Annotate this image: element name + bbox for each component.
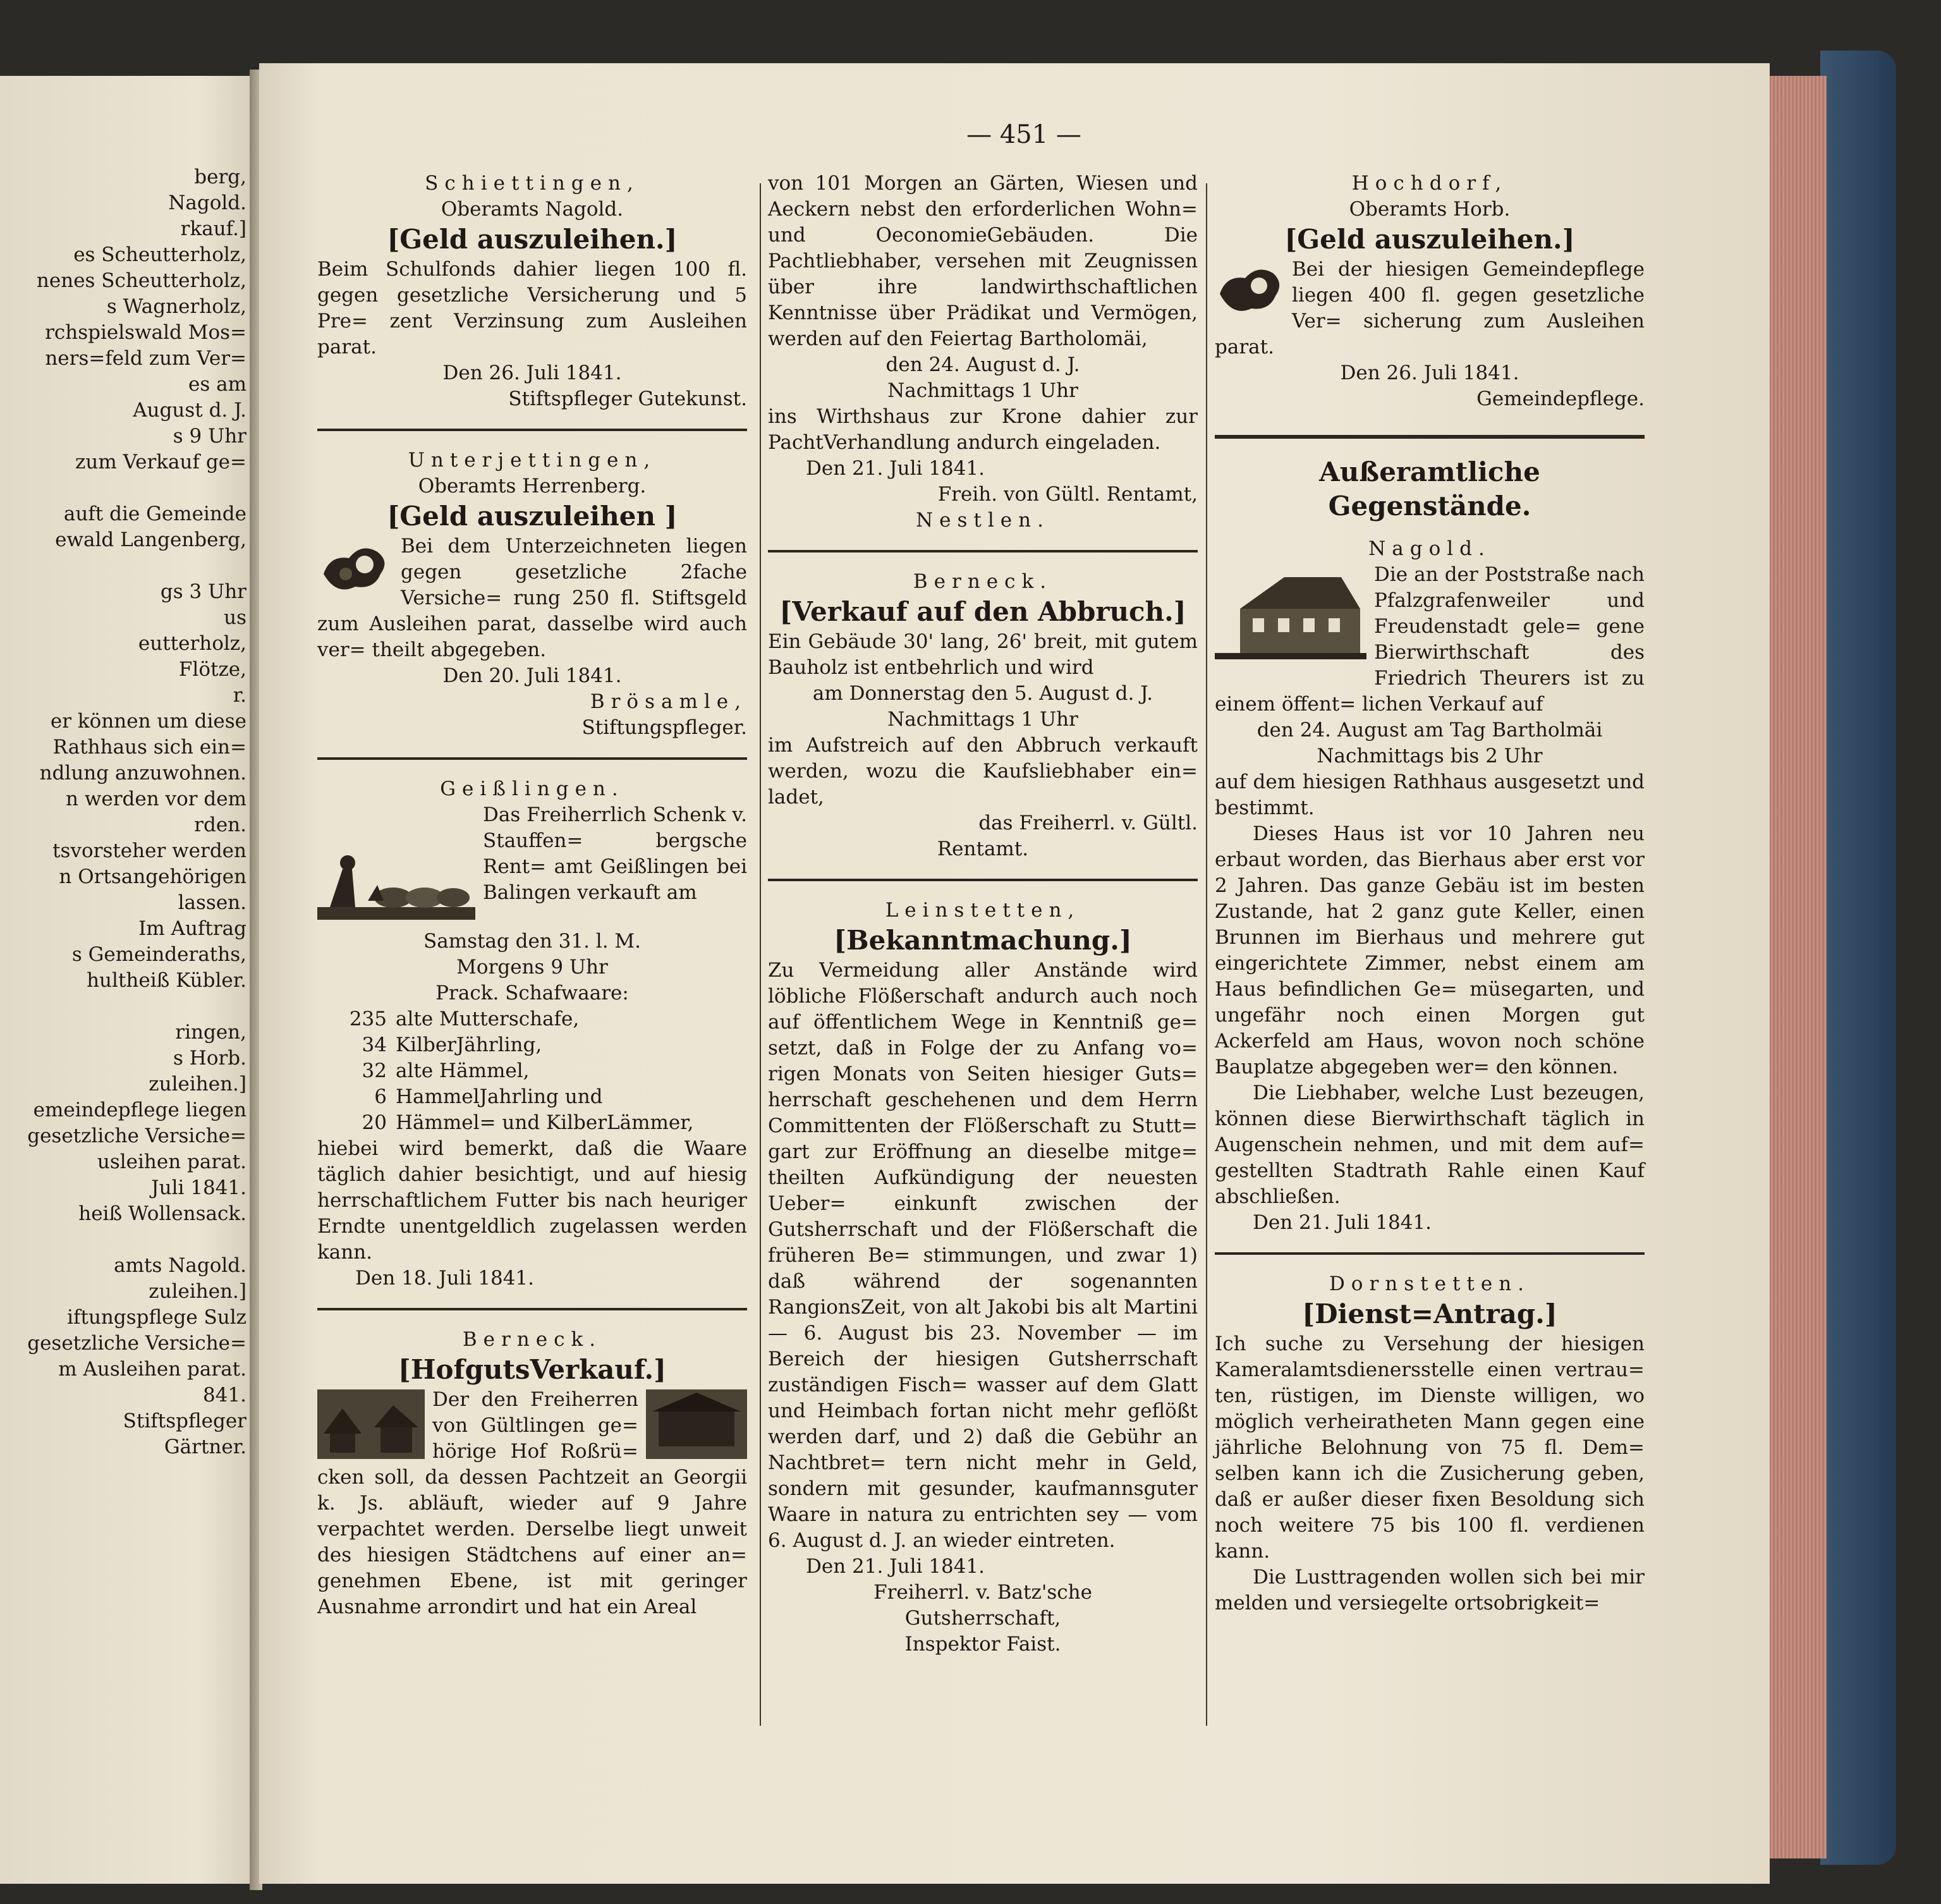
- ad-body: Bei dem Unterzeichneten liegen gegen gesetzliche 2fache Versiche= rung 250 fl. Stiftsgeld zum Ausleihen parat, dasselbe wird auch ver= theilt abgegeben.: [317, 535, 747, 661]
- house-woodcut-icon: [1215, 564, 1366, 666]
- ad-body: Bei der hiesigen Gemeindepflege liegen 400 fl. gegen gesetzliche Ver= sicherung zum Ausleihen parat.: [1215, 258, 1645, 358]
- list-item: [317, 1110, 747, 1136]
- ad-body: Der den Freiherren von Gültlingen ge= hörige Hof Roßrü= cken soll, da dessen Pachtzeit an Georgii k. Js. abläuft, wieder auf 9 Jahre verpachtet werden. Derselbe liegt unweit des hiesigen Städtchens auf einer an= genehmen Ebene, ist mit geringer Ausnahme arrondirt und hat ein Areal: [317, 1388, 747, 1618]
- page-edges: [1767, 76, 1827, 1858]
- left-fragment-line: Stiftspfleger: [123, 1410, 246, 1432]
- column-3: [1215, 171, 1645, 1616]
- left-fragment-line: rkauf.]: [180, 217, 246, 240]
- left-fragment-line: Gärtner.: [164, 1436, 246, 1458]
- ad-district: Oberamts Herrenberg.: [418, 475, 647, 497]
- ad-body: ins Wirthshaus zur Krone dahier zur PachtVerhandlung andurch eingeladen.: [768, 405, 1198, 454]
- left-fragment-line: ewald Langenberg,: [55, 528, 246, 551]
- ad-place: Geißlingen.: [440, 778, 624, 800]
- left-fragment-line: [0, 994, 246, 1020]
- ad-signature: das Freiherrl. v. Gültl.: [978, 812, 1198, 834]
- item-quantity: 32: [362, 1059, 387, 1082]
- ad-date: am Donnerstag den 5. August d. J.: [812, 682, 1153, 705]
- left-fragment-line: [0, 553, 246, 579]
- column-separator: [1206, 183, 1207, 1726]
- ad-signature: Gemeindepflege.: [1476, 388, 1645, 410]
- left-fragment-line: [0, 475, 246, 501]
- left-fragment-line: auft die Gemeinde: [63, 503, 246, 525]
- left-fragment-line: n Ortsangehörigen: [59, 865, 246, 888]
- shepherd-sheep-woodcut-icon: [317, 831, 475, 926]
- ad-district: Oberamts Nagold.: [441, 198, 624, 221]
- ad-body: hiebei wird bemerkt, daß die Waare täglich dahier besichtigt, und auf hiesig herrschaftlichem Futter bis nach heuriger Erndte unentgeldlich zugelassen werden kann.: [317, 1137, 747, 1264]
- left-fragment-line: Flötze,: [178, 658, 246, 681]
- ad-body: Zu Vermeidung aller Anstände wird löbliche Flößerschaft andurch auch noch auf öffentlichem Wege in Kenntniß ge= setzt, daß in Folge der zu Anfang vo= rigen Monats von Seiten hiesiger Guts= herrschaft geschehenen und dem Herrn Committenten der Flößerschaft zu Stutt= gart zur Eröffnung an dieselbe mitge= theilten Aufkündigung der neuesten Ueber= einkunft zwischen der Gutsherrschaft und der Flößerschaft die früheren Be= stimmungen, und zwar 1) daß während der sogenannten RangionsZeit, von alt Jakobi bis alt Martini — 6. August bis 23. November — im Bereich der hiesigen Gutsherrschaft zuständigen Fisch= wasser auf dem Glatt und Heimbach fortan nicht mehr geflößt werden darf, und 2) daß die Gebühr an Nachtbret= tern nicht mehr in Geld, sondern mit gesunder, kaufmannsguter Waare in natura zu entrichten sey — vom 6. August d. J. an wieder eintreten.: [768, 959, 1198, 1552]
- ad-signature: Freiherrl. v. Batz'sche: [873, 1581, 1092, 1604]
- left-fragment-line: rden.: [194, 814, 246, 836]
- left-fragment-line: nenes Scheutterholz,: [36, 269, 246, 292]
- left-fragment-line: hultheiß Kübler.: [87, 969, 246, 992]
- ad-date: Den 26. Juli 1841.: [1340, 362, 1519, 384]
- ad-title: [Geld auszuleihen ]: [387, 501, 678, 532]
- divider: [317, 1308, 747, 1310]
- list-item: [317, 1006, 747, 1032]
- ad-body: Die an der Poststraße nach Pfalzgrafenweiler und Freudenstadt gele= gene Bierwirthschaft des Friedrich Theurers ist zu einem öffent= lichen Verkauf auf: [1215, 563, 1645, 716]
- left-fragment-line: us: [224, 606, 246, 629]
- ad-body: auf dem hiesigen Rathhaus ausgesetzt und bestimmt.: [1215, 771, 1645, 819]
- column-2: [768, 171, 1198, 1657]
- column-1: [317, 171, 747, 1620]
- item-description: Hämmel= und KilberLämmer,: [396, 1111, 694, 1134]
- ad-time: Nachmittags bis 2 Uhr: [1317, 745, 1543, 767]
- ad-date: Den 21. Juli 1841.: [806, 1555, 985, 1578]
- left-fragment-line: lassen.: [178, 891, 246, 914]
- column-separator: [760, 183, 761, 1726]
- left-fragment-line: ringen,: [175, 1021, 246, 1044]
- ad-body: Das Freiherrlich Schenk v. Stauffen= bergsche Rent= amt Geißlingen bei Balingen verkauft am: [483, 803, 747, 904]
- left-fragment-line: berg,: [194, 166, 246, 188]
- left-fragment-line: tsvorsteher werden: [52, 839, 246, 862]
- ad-body: Dieses Haus ist vor 10 Jahren neu erbaut worden, das Bierhaus aber erst vor 2 Jahren. Das ganze Gebäu ist im besten Zustande, hat 2 ganz gute Keller, einen Brunnen im Bierhaus und mehrere gut eingerichtete Zimmer, nebst einem am Haus befindlichen Ge= müsegarten, und ungefähr noch einen Morgen gut Ackerfeld am Haus, wovon noch schöne Bauplatze abgegeben wer= den können.: [1215, 822, 1645, 1078]
- left-fragment-line: heiß Wollensack.: [78, 1202, 246, 1225]
- left-fragment-line: zuleihen.]: [149, 1280, 246, 1303]
- item-description: alte Mutterschafe,: [396, 1008, 580, 1030]
- ad-signature-title: Rentamt.: [937, 838, 1029, 860]
- left-fragment-line: s Horb.: [173, 1047, 246, 1070]
- ad-place: Leinstetten,: [885, 899, 1081, 922]
- left-fragment-line: rchspielswald Mos=: [45, 321, 246, 344]
- left-fragment-line: ndlung anzuwohnen.: [39, 762, 246, 784]
- left-page: [0, 76, 250, 1884]
- left-fragment-line: er können um diese: [50, 710, 246, 733]
- left-fragment-line: n werden vor dem: [66, 788, 246, 810]
- ad-title: [Geld auszuleihen.]: [387, 224, 678, 255]
- ad-title: [Dienst=Antrag.]: [1302, 1298, 1557, 1329]
- ad-title: [Bekanntmachung.]: [834, 925, 1132, 956]
- ad-subtitle: Prack. Schafwaare:: [435, 982, 629, 1004]
- ad-place: Unterjettingen,: [408, 449, 657, 472]
- left-fragment-line: Rathhaus sich ein=: [52, 736, 246, 759]
- left-fragment-line: ners=feld zum Ver=: [45, 347, 246, 370]
- left-fragment-line: zuleihen.]: [149, 1073, 246, 1095]
- left-fragment-line: usleihen parat.: [97, 1150, 246, 1173]
- ad-signature-name: Nestlen.: [916, 509, 1050, 532]
- left-fragment-line: Juli 1841.: [151, 1176, 246, 1199]
- left-fragment-line: s Wagnerholz,: [106, 295, 246, 318]
- ad-place: Berneck.: [462, 1328, 602, 1351]
- divider: [1215, 1252, 1645, 1255]
- divider: [768, 550, 1198, 552]
- ad-date: Den 18. Juli 1841.: [355, 1267, 534, 1290]
- list-item: [317, 1058, 747, 1084]
- list-item: [317, 1032, 747, 1058]
- left-page-fragments: [0, 164, 246, 1460]
- item-description: HammelJahrling und: [396, 1085, 603, 1108]
- left-fragment-line: s Gemeinderaths,: [71, 943, 246, 966]
- ad-body: Die Lusttragenden wollen sich bei mir melden und versiegelte ortsobrigkeit=: [1215, 1566, 1645, 1614]
- divider: [317, 757, 747, 760]
- item-description: KilberJährling,: [396, 1034, 542, 1056]
- divider: [768, 879, 1198, 881]
- ad-body: von 101 Morgen an Gärten, Wiesen und Aeckern nebst den erforderlichen Wohn= und OeconomieGebäuden. Die Pachtliebhaber, versehen mit Zeugnissen über ihre landwirthschaftlichen Kenntnisse über Prädikat und Vermögen, werden auf den Feiertag Bartholomäi,: [768, 172, 1198, 350]
- ad-body: Ein Gebäude 30' lang, 26' breit, mit gutem Bauholz ist entbehrlich und wird: [768, 630, 1198, 679]
- farmstead-woodcut-icon: [317, 1389, 425, 1459]
- left-fragment-line: Nagold.: [168, 192, 246, 214]
- left-fragment-line: gesetzliche Versiche=: [27, 1332, 246, 1355]
- left-fragment-line: Im Auftrag: [138, 917, 246, 940]
- left-fragment-line: emeindepflege liegen: [33, 1099, 246, 1121]
- estate-woodcut-icon: [646, 1389, 747, 1459]
- item-quantity: 34: [362, 1034, 387, 1056]
- ad-date: Samstag den 31. l. M.: [423, 930, 642, 953]
- ad-time: Nachmittags 1 Uhr: [887, 708, 1078, 731]
- ad-place: Hochdorf,: [1351, 172, 1508, 195]
- ad-signature: Freih. von Gültl. Rentamt,: [937, 483, 1198, 506]
- sheep-list: [317, 1006, 747, 1136]
- ad-body: im Aufstreich auf den Abbruch verkauft werden, wozu die Kaufsliebhaber ein= ladet,: [768, 734, 1198, 809]
- ad-signature-name: Inspektor Faist.: [904, 1633, 1061, 1656]
- ad-signature: Brösamle,: [590, 690, 747, 713]
- ad-place: Berneck.: [913, 570, 1053, 593]
- left-fragment-line: r.: [233, 684, 246, 707]
- ad-place: Schiettingen,: [425, 172, 640, 195]
- left-fragment-line: gesetzliche Versiche=: [27, 1125, 246, 1147]
- ad-body: Beim Schulfonds dahier liegen 100 fl. gegen gesetzliche Versicherung und 5 Pre= zent Verzinsung zum Ausleihen parat.: [317, 258, 747, 358]
- item-quantity: 235: [349, 1008, 387, 1030]
- left-fragment-line: s 9 Uhr: [173, 425, 246, 448]
- ad-signature-title: Stiftungspfleger.: [581, 716, 747, 739]
- ad-title: [Geld auszuleihen.]: [1284, 224, 1575, 255]
- left-fragment-line: iftungspflege Sulz: [67, 1306, 246, 1329]
- ad-date: Den 21. Juli 1841.: [1253, 1211, 1432, 1234]
- left-fragment-line: eutterholz,: [138, 632, 246, 655]
- ad-title: [HofgutsVerkauf.]: [398, 1354, 667, 1385]
- ad-date: den 24. August am Tag Bartholmäi: [1256, 719, 1603, 741]
- hand-money-woodcut-icon: [1215, 259, 1284, 322]
- book-cover: [1820, 51, 1896, 1865]
- ad-body: Ich suche zu Versehung der hiesigen Kameralamtsdienersstelle einen vertrau= ten, rüstigen, im Dienste willigen, wo möglich verheiratheten Mann gegen eine jährliche Belohnung von 75 fl. Dem= selben kann ich die Zusicherung geben, daß er außer dieser fixen Besoldung sich noch weitere 75 bis 100 fl. verdienen kann.: [1215, 1333, 1645, 1563]
- divider: [317, 429, 747, 431]
- ad-date: Den 21. Juli 1841.: [806, 457, 985, 480]
- ad-title: [Verkauf auf den Abbruch.]: [779, 596, 1186, 627]
- item-quantity: 20: [362, 1111, 387, 1134]
- left-fragment-line: amts Nagold.: [114, 1254, 246, 1277]
- left-fragment-line: m Ausleihen parat.: [58, 1358, 246, 1381]
- ad-time: Morgens 9 Uhr: [456, 956, 608, 979]
- page-number: — 451 —: [966, 120, 1081, 149]
- ad-signature-title: Gutsherrschaft,: [904, 1607, 1061, 1630]
- left-fragment-line: es am: [188, 373, 246, 396]
- left-fragment-line: gs 3 Uhr: [160, 580, 246, 603]
- main-page: [259, 63, 1770, 1884]
- left-fragment-line: August d. J.: [133, 399, 246, 422]
- left-fragment-line: es Scheutterholz,: [73, 243, 246, 266]
- ad-body: Die Liebhaber, welche Lust bezeugen, können diese Bierwirthschaft täglich in Augenschein nehmen, und mit dem auf= gestellten Stadtrath Rahle einen Kauf abschließen.: [1215, 1082, 1645, 1208]
- item-description: alte Hämmel,: [396, 1059, 530, 1082]
- ad-time: Nachmittags 1 Uhr: [887, 379, 1078, 402]
- left-fragment-line: 841.: [202, 1384, 246, 1407]
- ad-signature: Stiftspfleger Gutekunst.: [508, 388, 747, 410]
- item-quantity: 6: [374, 1085, 387, 1108]
- ad-district: Oberamts Horb.: [1349, 198, 1511, 221]
- left-fragment-line: [0, 1227, 246, 1253]
- list-item: [317, 1084, 747, 1110]
- hand-money-woodcut-icon: [317, 536, 393, 599]
- ad-date: Den 26. Juli 1841.: [442, 362, 622, 384]
- ad-date: Den 20. Juli 1841.: [442, 664, 622, 687]
- ad-date: den 24. August d. J.: [885, 353, 1080, 376]
- left-fragment-line: zum Verkauf ge=: [75, 451, 246, 473]
- section-heading: Außeramtliche Gegenstände.: [1319, 456, 1540, 522]
- ad-place: Nagold.: [1368, 537, 1491, 560]
- divider: [1215, 435, 1645, 439]
- ad-place: Dornstetten.: [1329, 1272, 1531, 1295]
